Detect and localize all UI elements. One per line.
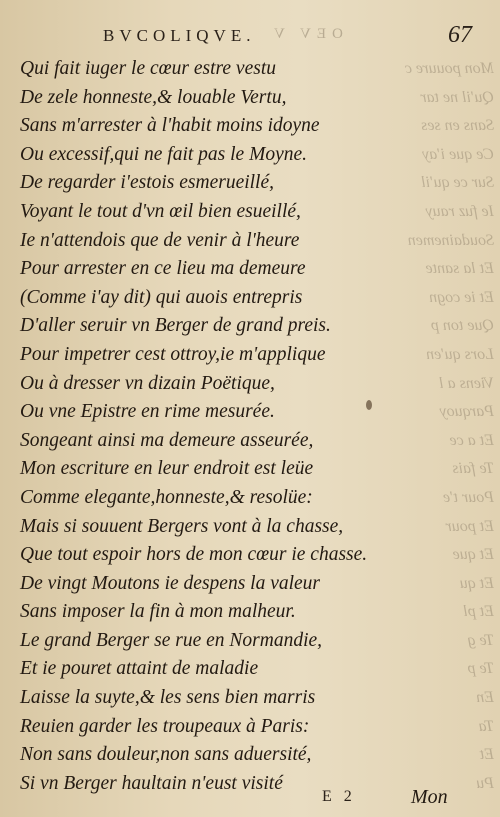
ghost-line: Et ie cogn: [429, 288, 494, 306]
ghost-line: Viens a l: [439, 374, 494, 392]
ghost-line: Et a ce: [449, 431, 494, 449]
verse-line: Sans m'arrester à l'habit moins idoyne: [20, 115, 320, 137]
ghost-line: Pour t'e: [443, 488, 494, 506]
verse-line: Mais si souuent Bergers vont à la chasse,: [20, 515, 344, 537]
ghost-line: Te fais: [452, 460, 494, 478]
verse-line: Ou vne Epistre en rime mesurée.: [20, 401, 275, 423]
ghost-line: En: [476, 689, 494, 707]
verse-line: Le grand Berger se rue en Normandie,: [20, 629, 323, 651]
verse-line: Comme elegante,honneste,& resolüe:: [20, 486, 313, 508]
ghost-line: Et qu: [459, 574, 494, 592]
signature-mark: E 2: [322, 788, 356, 805]
ghost-line: Ta: [478, 717, 494, 735]
ghost-line: Ie fuz rauy: [425, 202, 494, 220]
page-number: 67: [448, 22, 472, 48]
ghost-line: Parquoy: [439, 403, 494, 421]
ghost-line: Et pl: [463, 603, 494, 621]
ghost-line: Te p: [467, 660, 494, 678]
verse-line: Voyant le tout d'vn œil bien esueillé,: [20, 200, 301, 222]
ghost-line: Sans en ses: [421, 117, 494, 135]
ghost-line: Soudainemen: [407, 231, 494, 249]
verse-line: Mon escriture en leur endroit est leüe: [20, 458, 314, 480]
running-head: BVCOLIQVE.: [103, 26, 256, 45]
verse-line: Ou excessif,qui ne fait pas le Moyne.: [20, 143, 308, 165]
ghost-line: Qu'il ne tar: [420, 88, 494, 106]
verse-line: Reuien garder les troupeaux à Paris:: [20, 715, 310, 737]
catchword: Mon: [411, 786, 448, 808]
verse-line: De vingt Moutons ie despens la valeur: [20, 572, 321, 594]
verse-line: Songeant ainsi ma demeure asseurée,: [20, 429, 314, 451]
verse-line: Qui fait iuger le cœur estre vestu: [20, 58, 276, 79]
verse-line: (Comme i'ay dit) qui auois entrepris: [20, 286, 303, 308]
ghost-line: Et: [479, 746, 494, 764]
verse-line: Pour impetrer cest ottroy,ie m'applique: [20, 343, 326, 365]
verse-line: Pour arrester en ce lieu ma demeure: [20, 258, 306, 280]
verse-block: [20, 55, 480, 798]
verse-line: Non sans douleur,non sans aduersité,: [20, 744, 312, 766]
ghost-line: Mon pouure c: [404, 60, 494, 77]
verse-line: De regarder i'estois esmerueillé,: [20, 172, 275, 194]
ink-spot: [366, 400, 372, 410]
ghost-line: Te g: [467, 631, 494, 649]
ghost-line: Pu: [476, 774, 494, 792]
page-footer: [0, 786, 500, 810]
ghost-line: Sur ce qu'il: [421, 174, 494, 192]
ghost-line: Et la sante: [425, 260, 494, 278]
verse-line: D'aller seruir vn Berger de grand preis.: [20, 315, 331, 337]
verse-line: Que tout espoir hors de mon cœur ie chasse.: [20, 544, 368, 566]
verse-line: Et ie pouret attaint de maladie: [20, 658, 259, 680]
verse-line: Ie n'attendois que de venir à l'heure: [20, 229, 300, 251]
page-header: [0, 22, 500, 52]
verse-line: Ou à dresser vn dizain Poëtique,: [20, 372, 275, 394]
verse-line: De zele honneste,& louable Vertu,: [20, 86, 287, 108]
ghost-line: Lors qu'en: [426, 345, 494, 363]
ghost-line: Que ton p: [430, 317, 494, 335]
verse-line: Si vn Berger haultain n'eust visité: [20, 772, 283, 794]
bleed-through-text: OEV V: [268, 26, 343, 42]
verse-line: Laisse la suyte,& les sens bien marris: [20, 687, 316, 709]
ghost-line: Et que: [452, 546, 494, 564]
verse-line: Sans imposer la fin à mon malheur.: [20, 601, 296, 623]
ghost-line: Ce que i'ay: [422, 145, 494, 163]
ghost-line: Et pour: [445, 517, 494, 535]
